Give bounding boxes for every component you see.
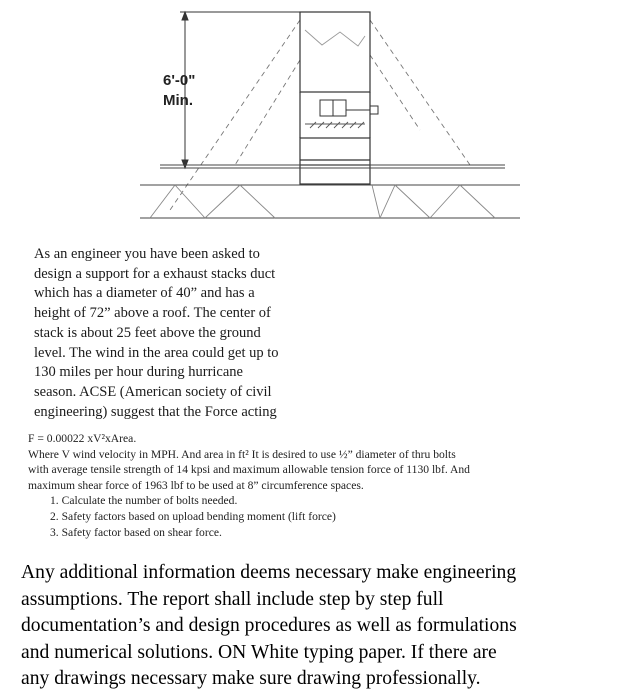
intro-line: which has a diameter of 40” and has a	[34, 285, 255, 302]
roof-truss	[150, 185, 495, 218]
dimension-note-label: Min.	[163, 92, 193, 109]
intro-line: level. The wind in the area could get up to	[34, 344, 279, 361]
intro-line: 130 miles per hour during hurricane	[34, 364, 243, 381]
closing-line: documentation’s and design procedures as well as formulations	[21, 615, 517, 636]
detail-line: Where V wind velocity in MPH. And area in ft² It is desired to use ½” diameter of thru bolts	[28, 447, 456, 461]
closing-line: Any additional information deems necessary make engineering	[21, 562, 517, 583]
stack-drawing-svg	[0, 0, 625, 240]
closing-line: any drawings necessary make sure drawing professionally.	[21, 668, 481, 689]
intro-line: stack is about 25 feet above the ground	[34, 324, 261, 341]
details-block	[28, 431, 618, 540]
stack-base	[300, 138, 370, 184]
intro-line: design a support for a exhaust stacks duct	[34, 265, 276, 282]
closing-line: and numerical solutions. ON White typing paper. If there are	[21, 641, 497, 663]
detail-line: with average tensile strength of 14 kpsi and maximum allowable tension force of 1130 lbf. And	[28, 463, 470, 477]
closing-paragraph	[21, 560, 621, 693]
requirement-item: 1. Calculate the number of bolts needed.	[50, 494, 238, 508]
closing-line: assumptions. The report shall include step by step full	[21, 588, 444, 610]
requirement-item: 3. Safety factor based on shear force.	[50, 525, 222, 539]
requirement-item: 2. Safety factors based on upload bending moment (lift force)	[50, 509, 336, 523]
intro-line: height of 72” above a roof. The center of	[34, 305, 271, 322]
detail-line: maximum shear force of 1963 lbf to be used at 8” circumference spaces.	[28, 478, 364, 492]
roof-deck	[140, 165, 520, 218]
intro-line: As an engineer you have been asked to	[34, 246, 260, 262]
stack-drawing	[0, 0, 625, 240]
intro-line: engineering) suggest that the Force acting	[34, 403, 277, 420]
stack-duct	[300, 12, 370, 138]
stack-bracket	[320, 100, 378, 116]
intro-line: season. ACSE (American society of civil	[34, 383, 272, 400]
force-formula: F = 0.00022 xV²xArea.	[28, 432, 137, 445]
dimension-value-label: 6'-0"	[163, 72, 196, 89]
flange	[305, 122, 365, 128]
intro-paragraph	[34, 245, 354, 422]
dimension-line	[180, 12, 300, 168]
